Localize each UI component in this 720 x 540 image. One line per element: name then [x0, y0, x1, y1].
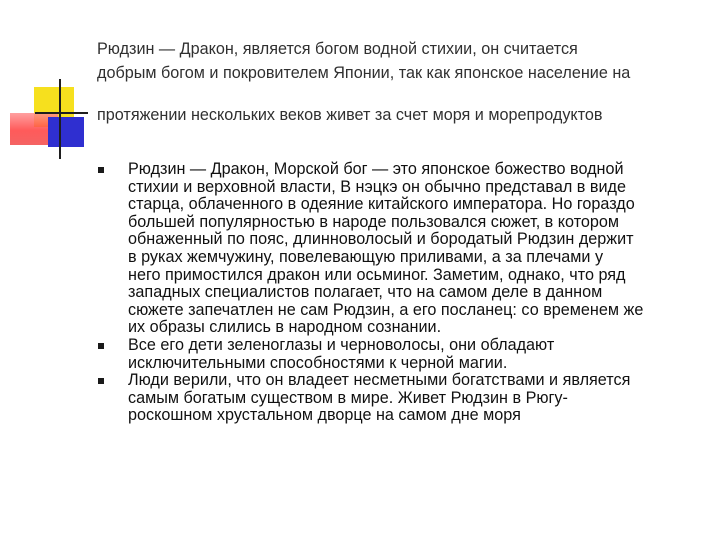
slide-title [97, 38, 707, 128]
title-line: добрым богом и покровителем Японии, так как японское население на [97, 63, 631, 82]
bullet-text-line: роскошном хрустальном дворце на самом дне моря [128, 406, 521, 425]
bullet-text-line: Рюдзин — Дракон, Морской бог — это японское божество водной [128, 160, 624, 178]
bullet-text-line: самым богатым существом в мире. Живет Рюдзин в Рюгу- [128, 388, 568, 407]
square-bullet-icon [98, 378, 104, 384]
bullet-text-line: Все его дети зеленоглазы и черноволосы, они обладают [128, 335, 555, 354]
square-bullet-icon [98, 167, 104, 173]
bullet-text-line: большей популярностью в народе пользовался сюжет, в котором [128, 212, 620, 231]
decor-horizontal-line [35, 112, 88, 114]
title-line: протяжении нескольких веков живет за счет моря и морепродуктов [97, 106, 603, 124]
title-line: Рюдзин — Дракон, является богом водной стихии, он считается [97, 40, 578, 58]
decor-blue-square [48, 117, 84, 147]
bullet-item [97, 337, 707, 372]
bullet-text-line: сюжете запечатлен не сам Рюдзин, а его посланец: со временем же [128, 300, 644, 319]
bullet-list [97, 161, 707, 425]
decor-vertical-line [59, 79, 61, 159]
bullet-text-line: исключительными способностями к черной магии. [128, 353, 508, 372]
bullet-text-line: обнаженный по пояс, длинноволосый и бородатый Рюдзин держит [128, 230, 634, 249]
square-bullet-icon [98, 343, 104, 349]
bullet-text-line: стихии и верховной власти, В нэцкэ он обычно представал в виде [128, 177, 626, 196]
bullet-text-line: старца, облаченного в одеяние китайского императора. Но гораздо [128, 195, 635, 214]
bullet-text-line: западных специалистов полагает, что на самом деле в данном [128, 283, 603, 302]
bullet-item [97, 372, 707, 425]
bullet-text-line: их образы слились в народном сознании. [128, 318, 442, 337]
bullet-item [97, 161, 707, 337]
bullet-text-line: в руках жемчужину, повелевающую приливами, а за плечами у [128, 247, 604, 266]
bullet-text-line: Люди верили, что он владеет несметными богатствами и является [128, 371, 631, 390]
bullet-text-line: него примостился дракон или осьминог. Заметим, однако, что ряд [128, 265, 626, 284]
